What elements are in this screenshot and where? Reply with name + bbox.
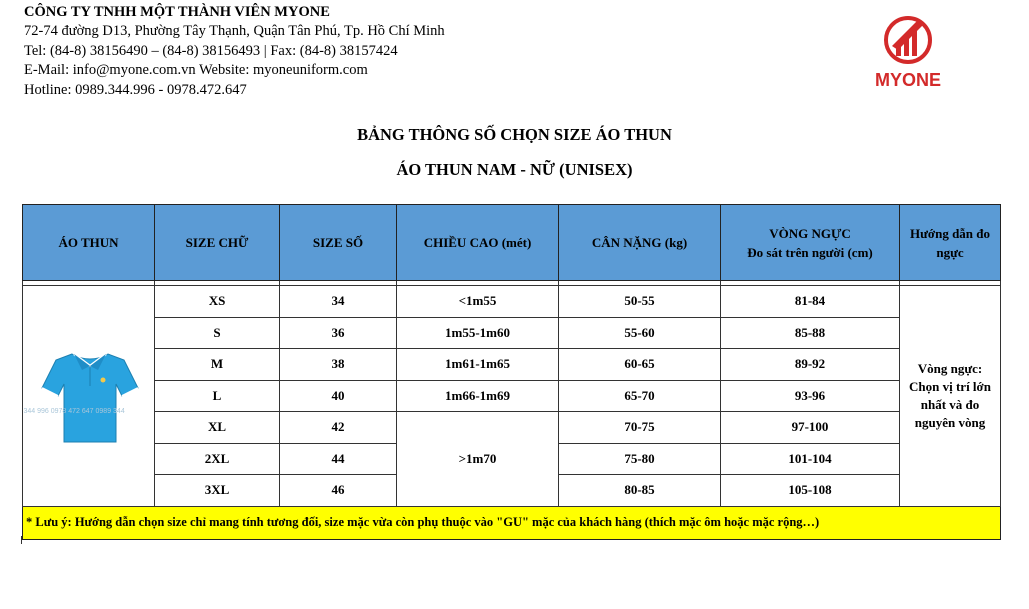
cell-size: XS bbox=[155, 286, 280, 318]
cell-chest: 89-92 bbox=[721, 349, 900, 381]
cell-number: 42 bbox=[280, 412, 397, 444]
table-row bbox=[23, 412, 1001, 444]
cell-size: XL bbox=[155, 412, 280, 444]
cell-chest: 97-100 bbox=[721, 412, 900, 444]
cell-weight: 60-65 bbox=[559, 349, 721, 381]
page-subtitle: ÁO THUN NAM - NỮ (UNISEX) bbox=[396, 160, 633, 179]
cell-height: 1m55-1m60 bbox=[397, 317, 559, 349]
company-address: 72-74 đường D13, Phường Tây Thạnh, Quận Tân Phú, Tp. Hồ Chí Minh bbox=[24, 23, 445, 40]
header-size-number: SIZE SỐ bbox=[280, 205, 397, 281]
cell-weight: 70-75 bbox=[559, 412, 721, 444]
cell-height-merged: >1m70 bbox=[397, 412, 559, 507]
cell-number: 44 bbox=[280, 443, 397, 475]
cell-number: 34 bbox=[280, 286, 397, 318]
company-email: E-Mail: info@myone.com.vn Website: myoneuniform.com bbox=[24, 62, 368, 79]
page-title: BẢNG THÔNG SỐ CHỌN SIZE ÁO THUN bbox=[357, 125, 672, 144]
cell-size: 3XL bbox=[155, 475, 280, 507]
header-shirt: ÁO THUN bbox=[23, 205, 155, 281]
cell-weight: 50-55 bbox=[559, 286, 721, 318]
note-row bbox=[23, 506, 1001, 539]
cell-number: 46 bbox=[280, 475, 397, 507]
header-chest-sub: Đo sát trên người (cm) bbox=[747, 244, 873, 260]
header-guide-line2: ngực bbox=[936, 244, 964, 260]
table-header-row bbox=[23, 205, 1001, 281]
cell-number: 40 bbox=[280, 380, 397, 412]
guide-line2: Chọn vị trí lớn bbox=[909, 378, 991, 394]
table-row bbox=[23, 286, 1001, 318]
cell-height: 1m66-1m69 bbox=[397, 380, 559, 412]
polo-shirt-icon bbox=[34, 346, 144, 446]
header-chest bbox=[721, 205, 900, 281]
logo-text: MYONE bbox=[874, 70, 941, 90]
cell-chest: 93-96 bbox=[721, 380, 900, 412]
header-guide-line1: Hướng dẫn đo bbox=[909, 225, 991, 241]
guide-line1: Vòng ngực: bbox=[917, 360, 983, 376]
company-header bbox=[24, 3, 445, 100]
guide-line4: nguyên vòng bbox=[914, 414, 986, 430]
cell-chest: 85-88 bbox=[721, 317, 900, 349]
cell-number: 38 bbox=[280, 349, 397, 381]
cell-weight: 65-70 bbox=[559, 380, 721, 412]
note-text: * Lưu ý: Hướng dẫn chọn size chỉ mang tính tương đối, size mặc vừa còn phụ thuộc vào "GU" mặc của khách hàng (thích mặc ôm hoặc mặc rộng…) bbox=[23, 506, 1001, 539]
header-size-letter: SIZE CHỮ bbox=[155, 205, 280, 281]
myone-logo bbox=[858, 12, 958, 94]
cell-weight: 75-80 bbox=[559, 443, 721, 475]
cell-size: S bbox=[155, 317, 280, 349]
company-hotline: Hotline: 0989.344.996 - 0978.472.647 bbox=[24, 81, 247, 98]
logo-emblem-icon bbox=[858, 12, 958, 68]
cell-chest: 81-84 bbox=[721, 286, 900, 318]
cell-height: 1m61-1m65 bbox=[397, 349, 559, 381]
shirt-image-cell bbox=[23, 286, 155, 507]
cell-size: L bbox=[155, 380, 280, 412]
cell-weight: 80-85 bbox=[559, 475, 721, 507]
header-chest-title: VÒNG NGỰC bbox=[769, 225, 851, 241]
company-name: CÔNG TY TNHH MỘT THÀNH VIÊN MYONE bbox=[24, 4, 330, 20]
cell-height: <1m55 bbox=[397, 286, 559, 318]
cell-number: 36 bbox=[280, 317, 397, 349]
header-weight: CÂN NẶNG (kg) bbox=[559, 205, 721, 281]
shirt-image bbox=[23, 346, 144, 446]
cell-size: 2XL bbox=[155, 443, 280, 475]
size-table bbox=[22, 204, 1001, 540]
cell-chest: 105-108 bbox=[721, 475, 900, 507]
header-guide bbox=[900, 205, 1001, 281]
table-row bbox=[23, 349, 1001, 381]
table-row bbox=[23, 317, 1001, 349]
cell-size: M bbox=[155, 349, 280, 381]
header-height: CHIỀU CAO (mét) bbox=[397, 205, 559, 281]
company-phone: Tel: (84-8) 38156490 – (84-8) 38156493 | Fax: (84-8) 38157424 bbox=[24, 42, 398, 59]
cell-chest: 101-104 bbox=[721, 443, 900, 475]
guide-cell bbox=[900, 286, 1001, 507]
table-border-tail bbox=[21, 536, 22, 544]
guide-line3: nhất và đo bbox=[920, 396, 980, 412]
shirt-watermark: 344 996 0978 472 647 0989 344 bbox=[23, 407, 125, 415]
cell-weight: 55-60 bbox=[559, 317, 721, 349]
table-row bbox=[23, 380, 1001, 412]
